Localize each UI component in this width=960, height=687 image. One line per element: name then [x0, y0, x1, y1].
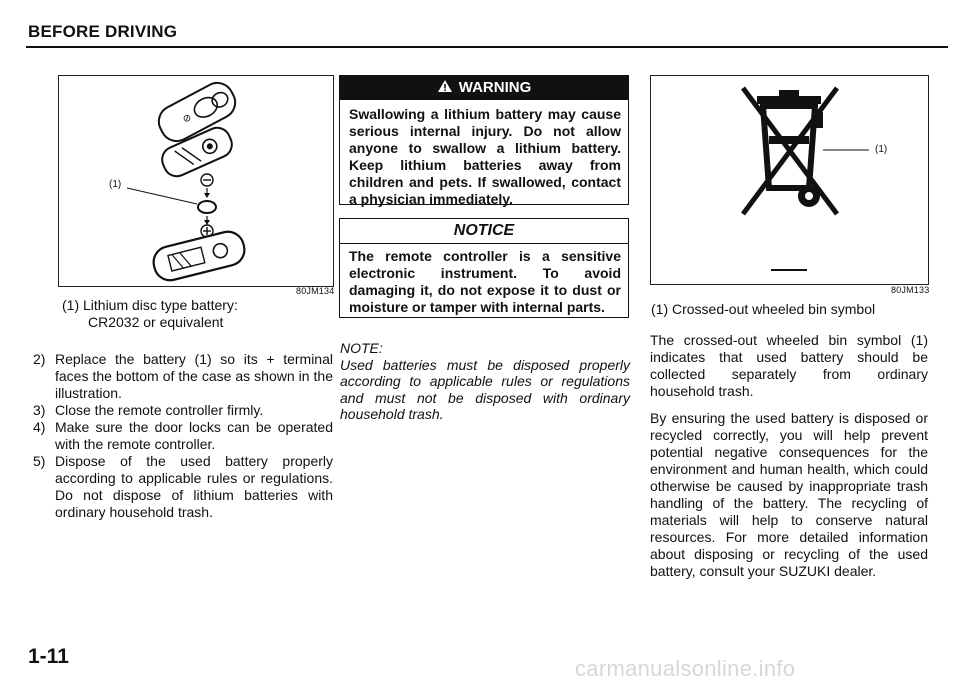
note-block [340, 340, 630, 423]
watermark-text: carmanualsonline.info [575, 656, 796, 681]
step-item [33, 351, 333, 402]
step-number: 4) [33, 419, 46, 435]
warning-header [340, 76, 628, 100]
header-rule [26, 46, 948, 48]
crossed-out-bin-icon [651, 76, 928, 284]
battery-caption-line1: (1) Lithium disc type battery: [62, 297, 238, 313]
step-number: 5) [33, 453, 46, 469]
disposal-paragraph: By ensuring the used battery is disposed or recycled correctly, you will help prevent potential negative consequences for the environment and human health, which could otherwise be caused by inappropriate trash handling of the battery. The recycling of materials will help to conserve natural resources. For more detailed information about disposing or recycling of the used battery, consult your SUZUKI dealer. [650, 410, 928, 579]
page-number: 1-11 [28, 645, 69, 668]
step-number: 2) [33, 351, 46, 367]
step-text: Make sure the door locks can be operated with the remote controller. [55, 419, 333, 452]
step-text: Dispose of the used battery properly according to applicable rules or regulations. Do not dispose of lithium batteries with ordinary household trash. [55, 453, 333, 520]
battery-caption-line2: CR2032 or equivalent [88, 314, 224, 330]
bin-symbol-box [650, 75, 929, 285]
disposal-paragraph: The crossed-out wheeled bin symbol (1) indicates that used battery should be collected separately from ordinary household trash. [650, 332, 928, 399]
note-label: NOTE: [340, 340, 383, 356]
bin-caption: (1) Crossed-out wheeled bin symbol [651, 301, 876, 317]
notice-text: The remote controller is a sensitive electronic instrument. To avoid damaging it, do not expose it to dust or moisture or tamper with internal parts. [349, 248, 621, 315]
step-item [33, 453, 333, 521]
step-item [33, 402, 333, 419]
notice-box [339, 218, 629, 318]
note-text: Used batteries must be disposed properly according to applicable rules or regulations and must not be disposed with ordinary household trash. [340, 356, 630, 422]
battery-illustration-box [58, 75, 334, 287]
step-number: 3) [33, 402, 46, 418]
warning-text: Swallowing a lithium battery may cause serious internal injury. Do not allow anyone to swallow a lithium battery. Keep lithium batteries away from children and pets. If swallowed, contact a physician immediately. [349, 106, 621, 207]
page-header-title: BEFORE DRIVING [28, 22, 178, 41]
notice-title: NOTICE [340, 219, 628, 244]
battery-caption [62, 297, 332, 331]
step-text: Close the remote controller firmly. [55, 402, 264, 418]
battery-callout-label: (1) [109, 179, 122, 190]
warning-triangle-icon [437, 79, 453, 93]
warning-box [339, 75, 629, 205]
step-text: Replace the battery (1) so its + terminal faces the bottom of the case as shown in the illustration. [55, 351, 333, 401]
svg-text:⊘: ⊘ [180, 112, 194, 126]
bin-callout-label: (1) [875, 144, 888, 155]
key-fob-battery-illustration [59, 76, 333, 286]
disposal-paragraphs [650, 332, 928, 580]
warning-title: WARNING [458, 79, 532, 96]
battery-figure-code: 80JM134 [296, 286, 335, 296]
procedure-steps [33, 351, 333, 521]
bin-figure-code: 80JM133 [891, 285, 930, 295]
step-item [33, 419, 333, 453]
